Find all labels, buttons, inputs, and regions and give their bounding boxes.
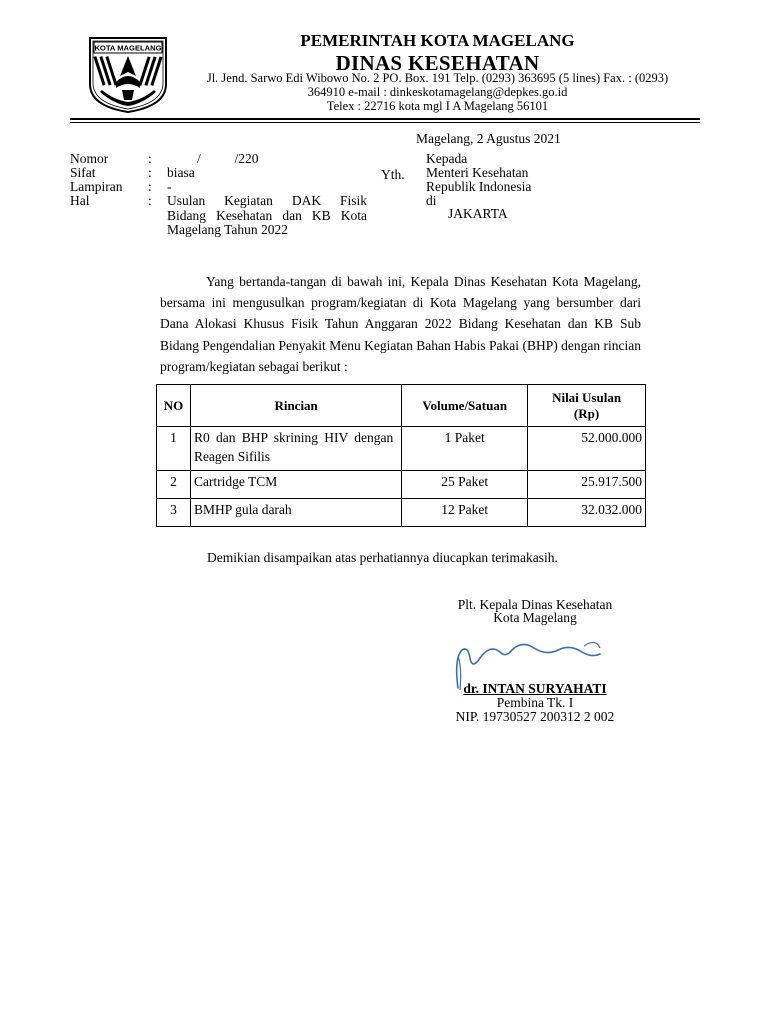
cell-no: 2 — [157, 471, 191, 499]
table-row — [157, 427, 646, 471]
hal-subject — [167, 194, 367, 238]
rincian-table — [156, 384, 646, 527]
cell-rincian: R0 dan BHP skrining HIV dengan Reagen Sifilis — [190, 427, 401, 471]
closing-sentence: Demikian disampaikan atas perhatiannya diucapkan terimakasih. — [207, 550, 558, 565]
lampiran-label: Lampiran — [70, 179, 123, 194]
letterhead-rule-thin — [70, 122, 700, 123]
letterhead-address-line2: 364910 e-mail : dinkeskotamagelang@depkes.go.id — [307, 85, 568, 99]
recipient-kepada: Kepada — [426, 151, 468, 166]
letter-date: Magelang, 2 Agustus 2021 — [416, 131, 561, 146]
svg-text:KOTA MAGELANG: KOTA MAGELANG — [94, 43, 162, 53]
signatory-title1: Plt. Kepala Dinas Kesehatan — [457, 597, 613, 612]
sifat-colon: : — [148, 165, 152, 180]
letterhead-address-line3: Telex : 22716 kota mgl I A Magelang 56101 — [326, 99, 549, 113]
cell-nilai: 32.032.000 — [528, 499, 646, 527]
letterhead-rule-thick — [70, 118, 700, 120]
nomor-label: Nomor — [70, 151, 109, 166]
header-nilai: Nilai Usulan (Rp) — [528, 385, 646, 427]
magelang-city-emblem — [86, 34, 170, 114]
signatory-rank: Pembina Tk. I — [496, 695, 574, 710]
hal-line1: Usulan Kegiatan DAK Fisik — [167, 193, 367, 208]
hal-line2: Bidang Kesehatan dan KB Kota — [167, 207, 367, 223]
cell-rincian: Cartridge TCM — [190, 471, 401, 499]
cell-volume: 12 Paket — [402, 499, 528, 527]
hal-label: Hal — [70, 193, 90, 208]
signatory-name: dr. INTAN SURYAHATI — [463, 681, 607, 696]
header-volume: Volume/Satuan — [402, 385, 528, 427]
recipient-city: JAKARTA — [448, 206, 508, 221]
recipient-di: di — [426, 193, 437, 208]
signatory-title2: Kota Magelang — [493, 610, 577, 625]
table-row — [157, 471, 646, 499]
letterhead-government: PEMERINTAH KOTA MAGELANG — [300, 31, 575, 50]
nomor-colon: : — [148, 151, 152, 166]
sifat-value: biasa — [167, 165, 195, 180]
recipient-line1: Menteri Kesehatan — [426, 165, 529, 180]
letterhead-agency: DINAS KESEHATAN — [335, 51, 540, 75]
table-row — [157, 499, 646, 527]
cell-no: 1 — [157, 427, 191, 471]
body-paragraph — [160, 271, 641, 377]
header-no: NO — [157, 385, 191, 427]
sifat-label: Sifat — [70, 165, 96, 180]
hal-colon: : — [148, 193, 152, 208]
cell-volume: 1 Paket — [402, 427, 528, 471]
cell-nilai: 25.917.500 — [528, 471, 646, 499]
lampiran-colon: : — [148, 179, 152, 194]
header-rincian: Rincian — [190, 385, 401, 427]
hal-line3: Magelang Tahun 2022 — [167, 222, 289, 237]
body-text: Yang bertanda-tangan di bawah ini, Kepala Dinas Kesehatan Kota Magelang, bersama ini mengusulkan program/kegiatan di Kota Magelang yang bersumber dari Dana Alokasi Khusus Fisik Tahun Anggaran 2022 Bidang Kesehatan dan KB Sub Bidang Pengendalian Penyakit Menu Kegiatan Bahan Habis Pakai (BHP) dengan rincian program/kegiatan sebagai berikut : — [160, 274, 641, 374]
recipient-line2: Republik Indonesia — [426, 179, 532, 194]
cell-volume: 25 Paket — [402, 471, 528, 499]
cell-nilai: 52.000.000 — [528, 427, 646, 471]
yth-label: Yth. — [381, 167, 405, 182]
lampiran-value: - — [167, 179, 172, 194]
letterhead-address-line1: Jl. Jend. Sarwo Edi Wibowo No. 2 PO. Box. 191 Telp. (0293) 363695 (5 lines) Fax. : (0293) — [206, 71, 669, 85]
cell-rincian: BMHP gula darah — [190, 499, 401, 527]
table-header-row — [157, 385, 646, 427]
cell-no: 3 — [157, 499, 191, 527]
nomor-value: / /220 — [197, 151, 259, 166]
signatory-nip: NIP. 19730527 200312 2 002 — [455, 709, 615, 724]
